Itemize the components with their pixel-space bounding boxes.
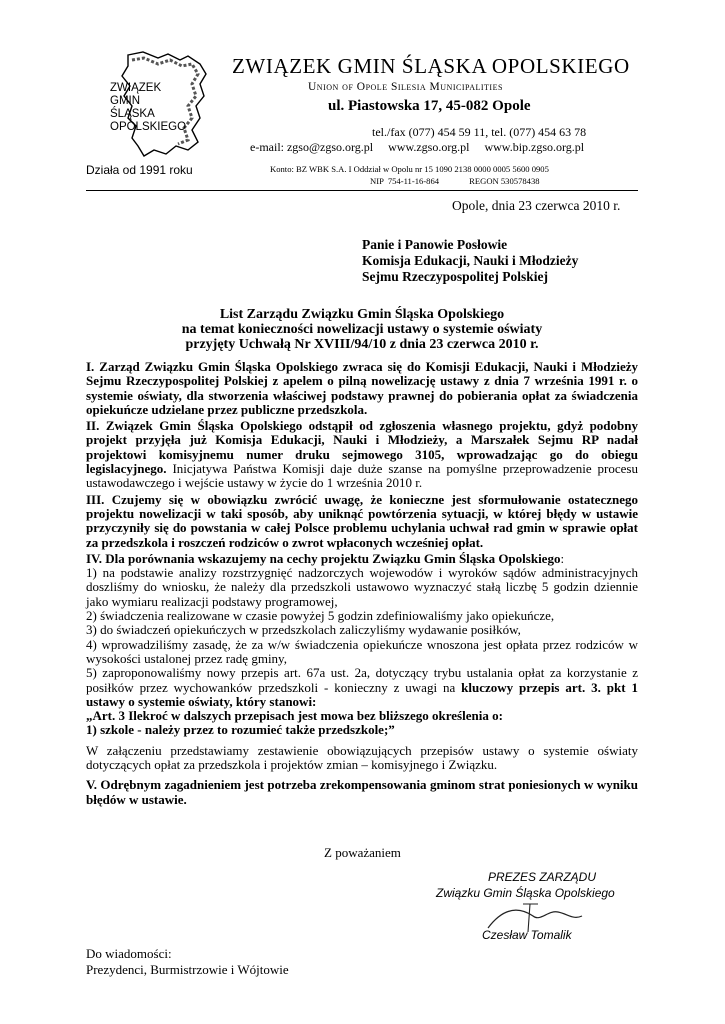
attachment-note: W załączeniu przedstawiamy zestawienie obowiązujących przepisów ustawy o systemie oświaty dotyczących opłat za przedszkola i projektów zmian – komisyjnego i Związku. <box>86 742 638 773</box>
list-item: 4) wprowadziliśmy zasadę, że za w/w świadczenia opiekuńcze wnoszona jest opłata przez rodziców w wysokości ustalonej przez radę gminy, <box>86 636 638 666</box>
recipient-line: Panie i Panowie Posłowie <box>362 237 508 252</box>
list-item-5-bold: kluczowy przepis art. 3. pkt 1 ustawy o systemie oświaty, który stanowi: <box>86 679 638 709</box>
logo-text-line-3: ŚLĄSKA <box>110 108 155 120</box>
title-line: przyjęty Uchwałą Nr XVIII/94/10 z dnia 23 czerwca 2010 r. <box>185 337 539 352</box>
list-item: 3) do świadczeń opiekuńczych w przedszkolach zaliczyliśmy wydawanie posiłków, <box>86 622 521 638</box>
nip-regon: NIP 754-11-16-864 REGON 530578438 <box>370 176 540 186</box>
organization-phone: tel./fax (077) 454 59 11, tel. (077) 454 63 78 <box>372 125 587 139</box>
closing-phrase: Z poważaniem <box>324 845 401 860</box>
organization-contacts: e-mail: zgso@zgso.org.pl www.zgso.org.pl www.bip.zgso.org.pl <box>250 140 585 154</box>
letter-title <box>86 307 638 352</box>
logo-text-line-1: ZWIĄZEK <box>110 82 162 94</box>
bank-account: Konto: BZ WBK S.A. I Oddział w Opolu nr 15 1090 2138 0000 0005 5600 0905 <box>270 164 549 174</box>
header-divider <box>86 190 638 191</box>
section-i: I. Zarząd Związku Gmin Śląska Opolskiego zwraca się do Komisji Edukacji, Nauki i Młodzieży Sejmu Rzeczypospolitej Polskiej z apelem o pilną nowelizację ustawy z dnia 7 września 1991 r. o systemie oświaty, dla stworzenia właściwej podstawy prawnej do pobierania opłat za świadczenia opiekuńcze udzielane przez publiczne przedszkola. <box>86 359 638 417</box>
recipient-line: Sejmu Rzeczypospolitej Polskiej <box>362 269 548 284</box>
organization-name-english: Union of Opole Silesia Municipalities <box>308 81 503 93</box>
quote-line: „Art. 3 Ilekroć w dalszych przepisach jest mowa bez bliższego określenia o: <box>86 708 503 724</box>
list-item: 1) na podstawie analizy rozstrzygnięć nadzorczych wojewodów i wyroków sądów administracyjnych doszliśmy do wniosku, że należy dla przedszkoli ustawowo wyznaczyć stałą liczbę 5 godzin dziennie jako wymiaru realizacji podstawy programowej, <box>86 565 638 609</box>
recipient-line: Komisja Edukacji, Nauki i Młodzieży <box>362 253 579 268</box>
logo-text-line-4: OPOLSKIEGO <box>110 121 187 133</box>
title-line: List Zarządu Związku Gmin Śląska Opolskiego <box>219 307 505 322</box>
section-v: V. Odrębnym zagadnieniem jest potrzeba zrekompensowania gminom strat poniesionych w wyniku błędów w ustawie. <box>86 777 638 807</box>
section-ii-bold: II. Związek Gmin Śląska Opolskiego odstąpił od zgłoszenia własnego projektu, gdyż podobny projekt przyjęła już Komisja Edukacji, Nauki i Młodzieży, a Marszałek Sejmu RP nadał projektowi komisyjnemu numer druku sejmowego 3105, wprowadzając go do obiegu legislacyjnego. <box>86 418 638 477</box>
section-ii-rest: Inicjatywa Państwa Komisji daje duże szanse na pomyślne przeprowadzenie procesu ustawodawczego i wejście ustawy w życie do 1 września 2010 r. <box>86 461 638 491</box>
recipient-block <box>362 237 578 285</box>
section-iii: III. Czujemy się w obowiązku zwrócić uwagę, że konieczne jest sformułowanie ostatecznego projektu nowelizacji w taki sposób, aby uniknąć powtórzenia sytuacji, w której błędy w ustawie przyczyniły się do powstania w całej Polsce problemu uchylania uchwał rad gmin w sprawie opłat za przedszkola i roszczeń rodziców o zwrot wpłaconych wcześniej opłat. <box>86 491 638 550</box>
cc-label: Do wiadomości: <box>86 946 172 961</box>
signature-organization: Związku Gmin Śląska Opolskiego <box>436 886 615 900</box>
signature-name: Czesław Tomalik <box>482 928 572 942</box>
logo-text-line-2: GMIN <box>110 95 141 107</box>
list-item-5 <box>86 666 638 709</box>
organization-name: ZWIĄZEK GMIN ŚLĄSKA OPOLSKIEGO <box>232 54 630 78</box>
section-iv-colon: : <box>560 550 565 566</box>
signature-role: PREZES ZARZĄDU <box>488 870 597 884</box>
letter-date: Opole, dnia 23 czerwca 2010 r. <box>452 198 621 213</box>
section-ii <box>86 419 638 490</box>
list-item-5-text: 5) zaproponowaliśmy nowy przepis art. 67a ust. 2a, dotyczący trybu ustalania opłat za korzystanie z posiłków przez wychowanków przedszkoli - konieczny z uwagi na <box>86 665 638 695</box>
section-iv-heading <box>86 552 638 566</box>
list-item: 2) świadczenia realizowane w czasie powyżej 5 godzin zdefiniowaliśmy jako opiekuńcze, <box>86 608 555 624</box>
quote-line: 1) szkole - należy przez to rozumieć także przedszkole;” <box>86 722 395 738</box>
since-text: Działa od 1991 roku <box>86 163 193 177</box>
title-line: na temat konieczności nowelizacji ustawy o systemie oświaty <box>181 322 543 337</box>
letter-body <box>86 360 638 809</box>
organization-address: ul. Piastowska 17, 45-082 Opole <box>328 98 531 114</box>
cc-list: Prezydenci, Burmistrzowie i Wójtowie <box>86 962 289 977</box>
section-iv-heading-text: IV. Dla porównania wskazujemy na cechy projektu Związku Gmin Śląska Opolskiego <box>86 550 561 566</box>
